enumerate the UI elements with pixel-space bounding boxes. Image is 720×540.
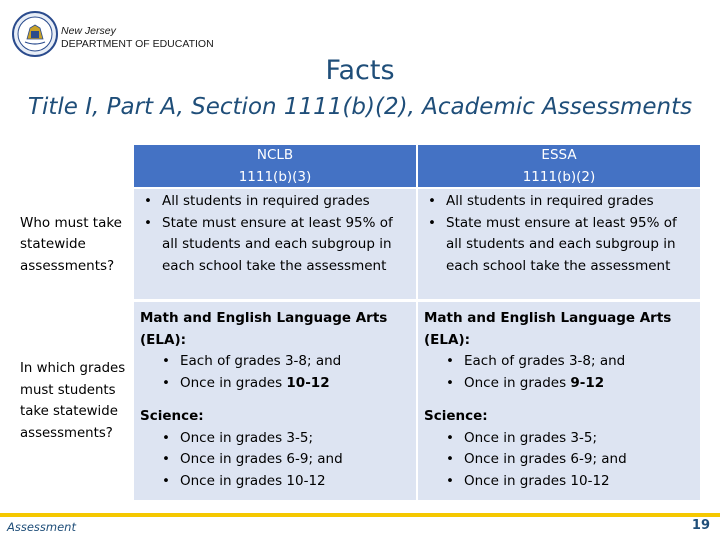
math-ela-heading: Math and English Language Arts (ELA): — [424, 310, 672, 348]
list-item: • Once in grades 10-12 — [162, 374, 330, 391]
list-item: • Each of grades 3-8; and — [162, 353, 342, 369]
science-heading: Science: — [424, 408, 488, 424]
agency-state: New Jersey — [61, 25, 116, 37]
column-header-essa — [418, 145, 700, 187]
row1-question: Who must take statewide assessments? — [20, 190, 132, 300]
row2-nclb-cell — [134, 302, 416, 500]
column-header-essa-section: 1111(b)(2) — [522, 168, 596, 185]
agency-name — [61, 25, 214, 51]
list-item: • Once in grades 6-9; and — [446, 451, 627, 467]
list-item: • State must ensure at least 95% of all students and each subgroup in each school take the assessment — [144, 214, 393, 274]
row1-essa-cell — [418, 189, 700, 299]
list-item: • All students in required grades — [428, 193, 654, 209]
list-item: • Each of grades 3-8; and — [446, 353, 626, 369]
column-header-nclb-name: NCLB — [256, 147, 294, 163]
nj-state-seal-icon — [12, 11, 58, 57]
footer-divider — [0, 513, 720, 517]
footer-section-label: Assessment — [7, 520, 76, 534]
page-number: 19 — [691, 518, 710, 533]
row2-essa-cell — [418, 302, 700, 500]
list-item: • Once in grades 10-12 — [162, 472, 326, 489]
agency-department: DEPARTMENT OF EDUCATION — [61, 38, 214, 50]
math-ela-heading: Math and English Language Arts (ELA): — [140, 310, 388, 348]
column-header-nclb — [134, 145, 416, 187]
row1-nclb-cell — [134, 189, 416, 299]
list-item: • Once in grades 6-9; and — [162, 451, 343, 467]
row2-question: In which grades must students take statewide assessments? — [20, 302, 132, 500]
list-item: • State must ensure at least 95% of all students and each subgroup in each school take the assessment — [428, 214, 677, 274]
column-header-nclb-section: 1111(b)(3) — [238, 168, 312, 185]
list-item: • Once in grades 10-12 — [446, 472, 610, 489]
column-header-essa-name: ESSA — [541, 147, 577, 163]
science-heading: Science: — [140, 408, 204, 424]
slide-subtitle: Title I, Part A, Section 1111(b)(2), Academic Assessments — [27, 94, 693, 120]
list-item: • Once in grades 9-12 — [446, 374, 605, 391]
list-item: • Once in grades 3-5; — [162, 429, 313, 446]
list-item: • All students in required grades — [144, 193, 370, 209]
slide-title: Facts — [325, 55, 395, 86]
list-item: • Once in grades 3-5; — [446, 429, 597, 446]
